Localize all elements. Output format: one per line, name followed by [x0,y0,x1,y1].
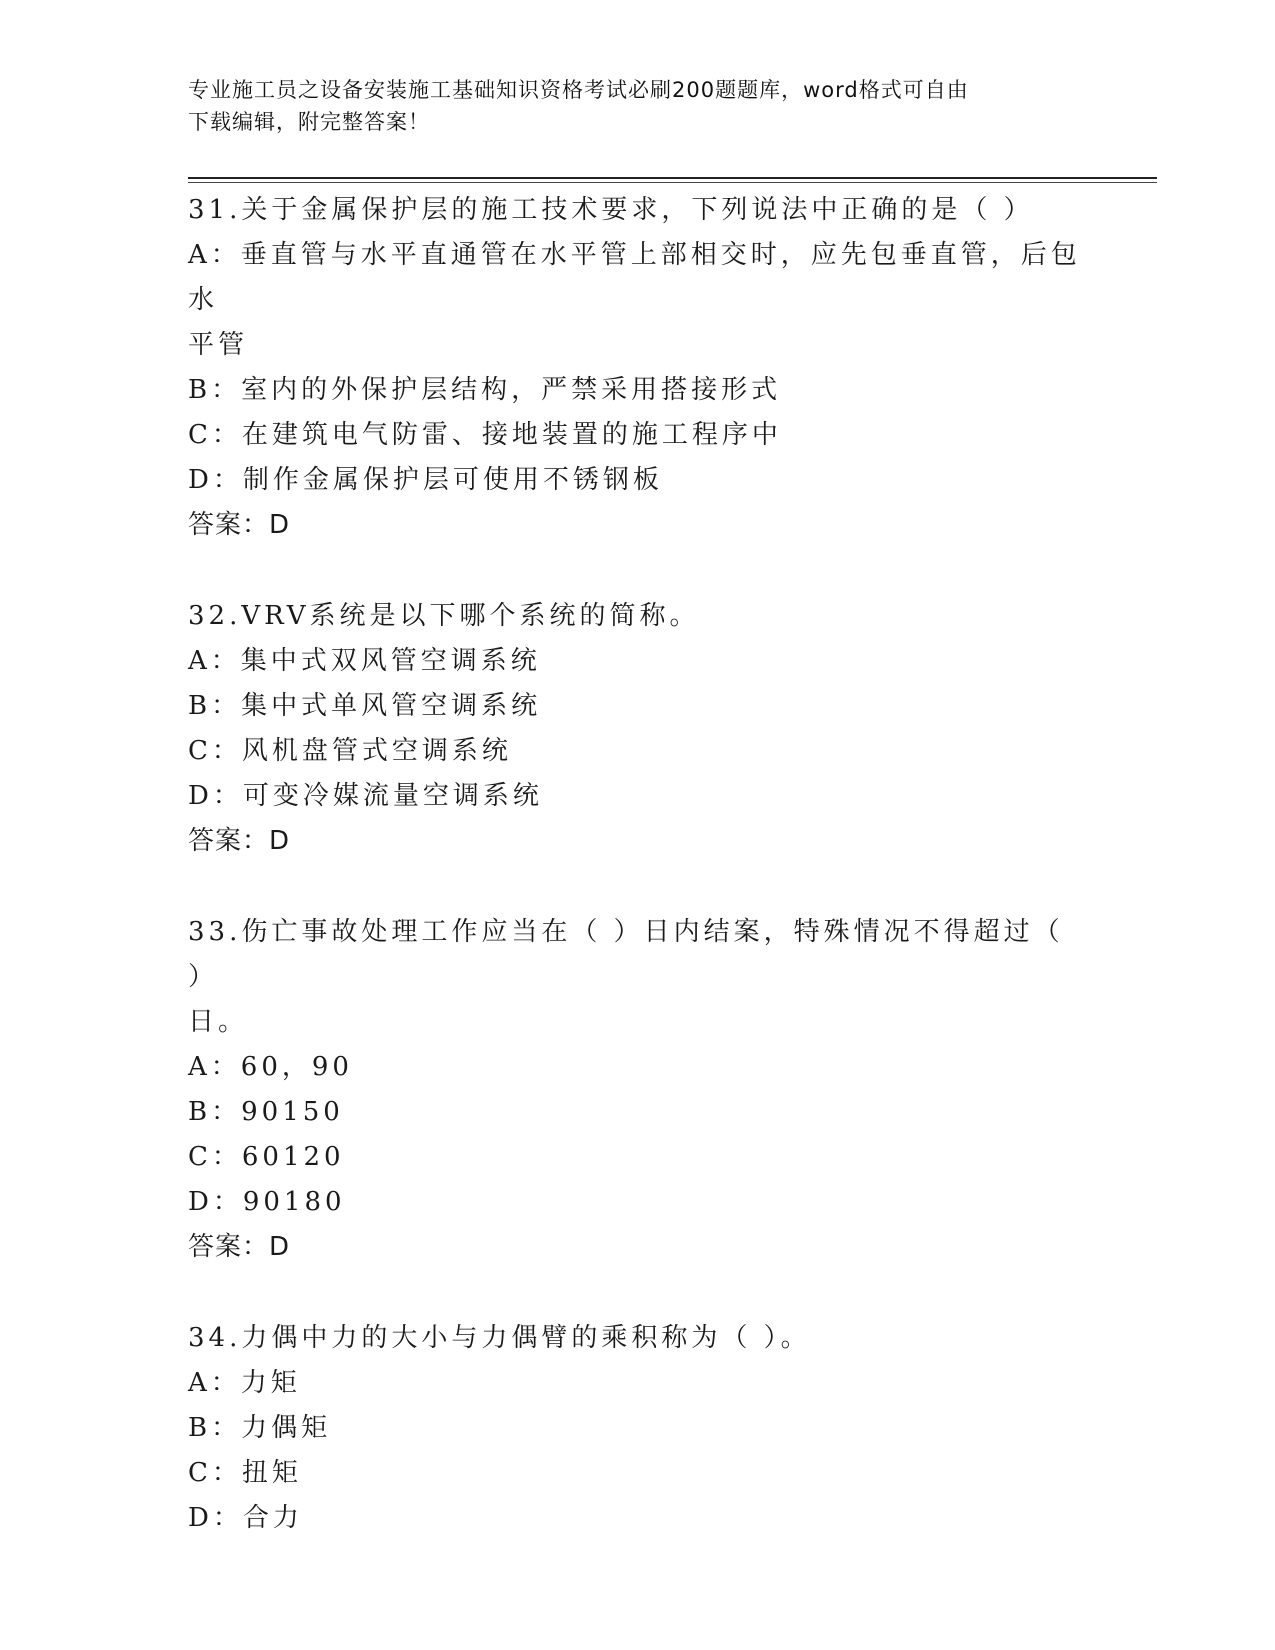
question-text: 31.关于金属保护层的施工技术要求，下列说法中正确的是（ ） [188,195,1034,225]
option-c: C：风机盘管式空调系统 [188,736,512,766]
spacer [188,548,1088,594]
question-34 [188,1316,1088,1541]
question-32 [188,594,1088,864]
answer-label: 答案：D [188,510,291,540]
header-divider-thin [188,182,1157,183]
option-d: D：可变冷媒流量空调系统 [188,781,543,811]
answer-label: 答案：D [188,1232,291,1262]
answer-label: 答案：D [188,826,291,856]
option-b: B：集中式单风管空调系统 [188,691,542,721]
option-a-line-2: 平管 [188,330,249,360]
option-a: A：力矩 [188,1368,301,1398]
option-c: C：扭矩 [188,1458,302,1488]
option-c: C：60120 [188,1142,345,1172]
option-a-line-1: A：垂直管与水平直通管在水平管上部相交时，应先包垂直管，后包水 [188,240,1081,315]
question-list [188,188,1088,1541]
question-text: 32.VRV系统是以下哪个系统的简称。 [188,601,700,631]
question-text-line-1: 33.伤亡事故处理工作应当在（ ）日内结案，特殊情况不得超过（ ） [188,917,1064,992]
header-line-1: 专业施工员之设备安装施工基础知识资格考试必刷200题题库，word格式可自由 [188,78,969,102]
option-b: B：室内的外保护层结构，严禁采用搭接形式 [188,375,782,405]
spacer [188,864,1088,910]
option-c: C：在建筑电气防雷、接地装置的施工程序中 [188,420,782,450]
option-d: D：制作金属保护层可使用不锈钢板 [188,465,663,495]
question-33 [188,910,1088,1270]
option-a: A：60，90 [188,1052,353,1082]
option-a: A：集中式双风管空调系统 [188,646,541,676]
option-b: B：90150 [188,1097,344,1127]
spacer [188,1270,1088,1316]
header-divider-thick [188,177,1157,179]
option-b: B：力偶矩 [188,1413,332,1443]
question-31 [188,188,1088,548]
question-text: 34.力偶中力的大小与力偶臂的乘积称为（ ）。 [188,1323,811,1353]
option-d: D：合力 [188,1503,303,1533]
header-line-2: 下载编辑，附完整答案！ [188,110,430,134]
option-d: D：90180 [188,1187,346,1217]
document-header [188,74,1068,138]
question-text-line-2: 日。 [188,1007,249,1037]
